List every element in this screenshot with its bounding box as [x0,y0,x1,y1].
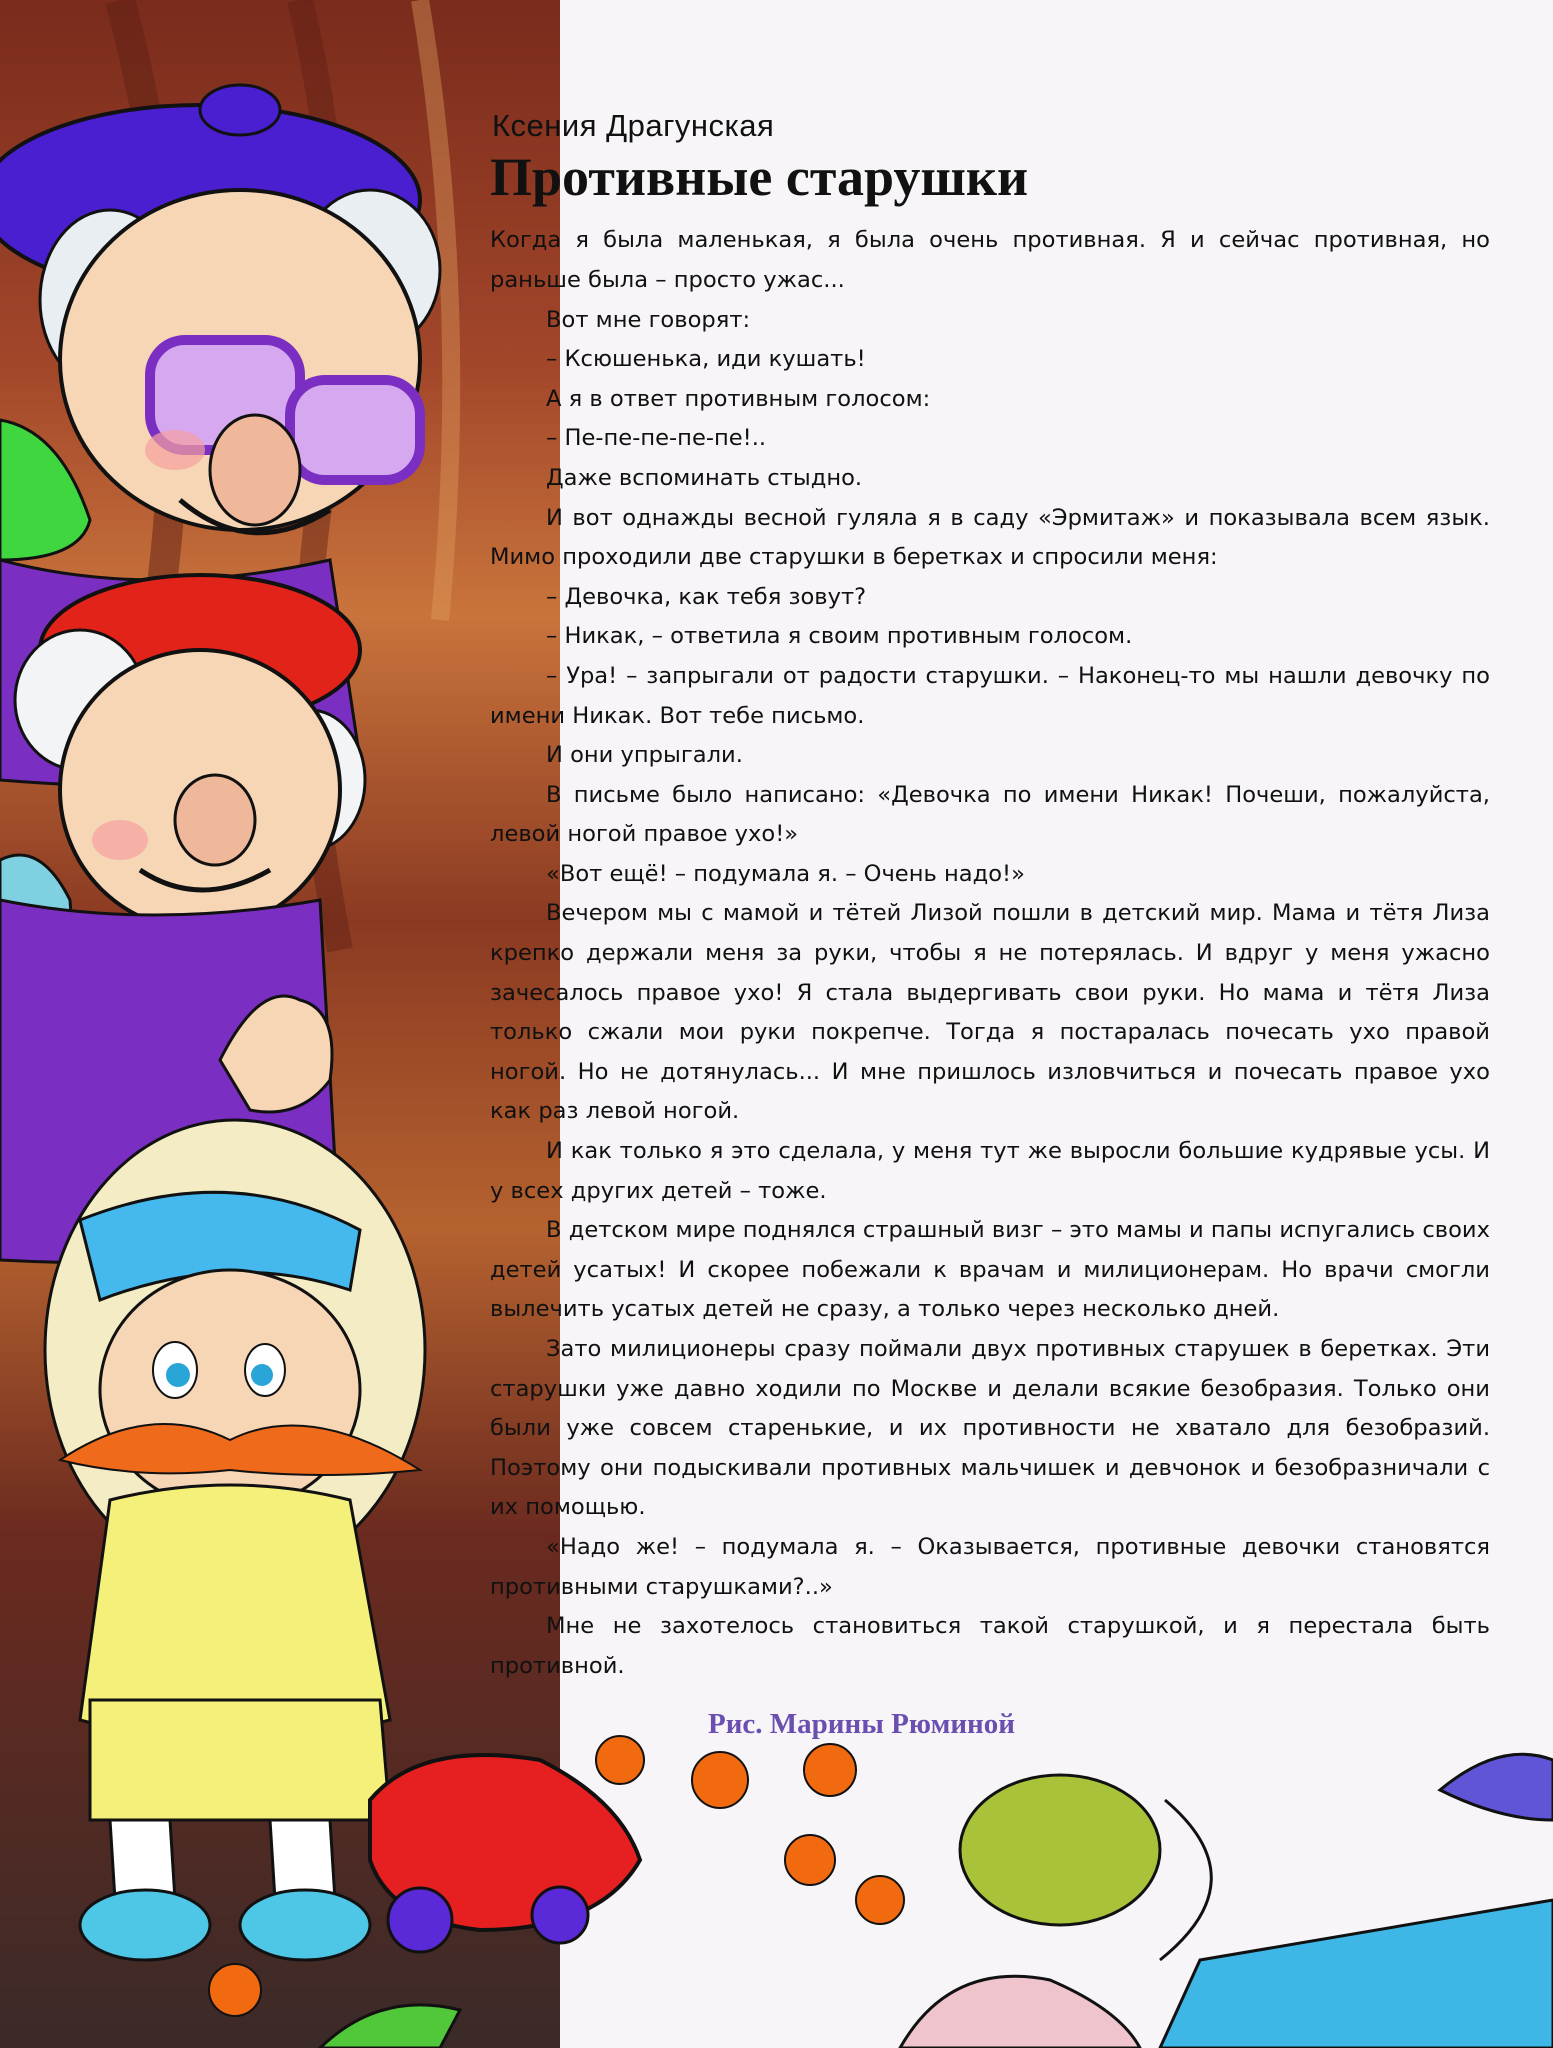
paragraph: – Девочка, как тебя зовут? [546,583,867,610]
paragraph: В письме было написано: «Девочка по имени Никак! Почеши, пожалуйста, левой ногой правое ухо!» [490,781,1490,848]
paragraph: Когда я была маленькая, я была очень противная. Я и сейчас противная, но раньше была – просто ужас... [490,227,1490,293]
paragraph: И вот однажды весной гуляла я в саду «Эрмитаж» и показывала всем язык. Мимо проходили две старушки в беретках и спросили меня: [490,504,1490,571]
illustrator-credit: Рис. Марины Рюминой [708,1708,1015,1740]
toy-turtle [960,1775,1211,1960]
paragraph: – Пе-пе-пе-пе-пе!.. [546,425,767,452]
paragraph: Даже вспоминать стыдно. [546,464,863,491]
article-title: Противные старушки [490,147,1029,207]
article [490,108,1490,1686]
paragraph: – Ксюшенька, иди кушать! [546,346,866,373]
author-name: Ксения Драгунская [492,108,775,143]
paragraph: Мне не захотелось становиться такой старушкой, и я перестала быть противной. [490,1613,1490,1679]
paragraph: И как только я это сделала, у меня тут же выросли большие кудрявые усы. И у всех других детей – тоже. [490,1138,1490,1204]
paragraph: В детском мире поднялся страшный визг – это мамы и папы испугались своих детей усатых! И скорее побежали к врачам и милиционерам. Но врачи смогли вылечить усатых детей не сразу, а только через несколько дней. [490,1217,1490,1323]
paragraph: И они упрыгали. [546,742,743,769]
paragraph: «Вот ещё! – подумала я. – Очень надо!» [546,860,1025,887]
paragraph: А я в ответ противным голосом: [546,385,931,412]
paragraph: «Надо же! – подумала я. – Оказывается, противные девочки становятся противными старушками?..» [490,1533,1490,1600]
paragraph: – Ура! – запрыгали от радости старушки. – Наконец-то мы нашли девочку по имени Никак. Вот тебе письмо. [490,662,1490,729]
paragraph: Вечером мы с мамой и тётей Лизой пошли в детский мир. Мама и тётя Лиза крепко держали меня за руки, чтобы я не потерялась. И вдруг у меня ужасно зачесалось правое ухо! Я стала выдергивать свои руки. Но мама и тётя Лиза только сжали мои руки покрепче. Тогда я постаралась почесать ухо правой ногой. Но не дотянулась... И мне пришлось изловчиться и почесать правое ухо как раз левой ногой. [490,900,1490,1125]
paragraph: – Никак, – ответила я своим противным голосом. [546,623,1133,650]
toy-car [370,1755,640,1952]
paragraph: Зато милиционеры сразу поймали двух противных старушек в беретках. Эти старушки уже давно ходили по Москве и делали всякие безобразия. Только они были уже совсем старенькие, и их противности не хватало для безобразий. Поэтому они подыскивали противных мальчишек и девчонок и безобразничали с их помощью. [490,1336,1490,1521]
paragraph: Вот мне говорят: [546,306,751,333]
